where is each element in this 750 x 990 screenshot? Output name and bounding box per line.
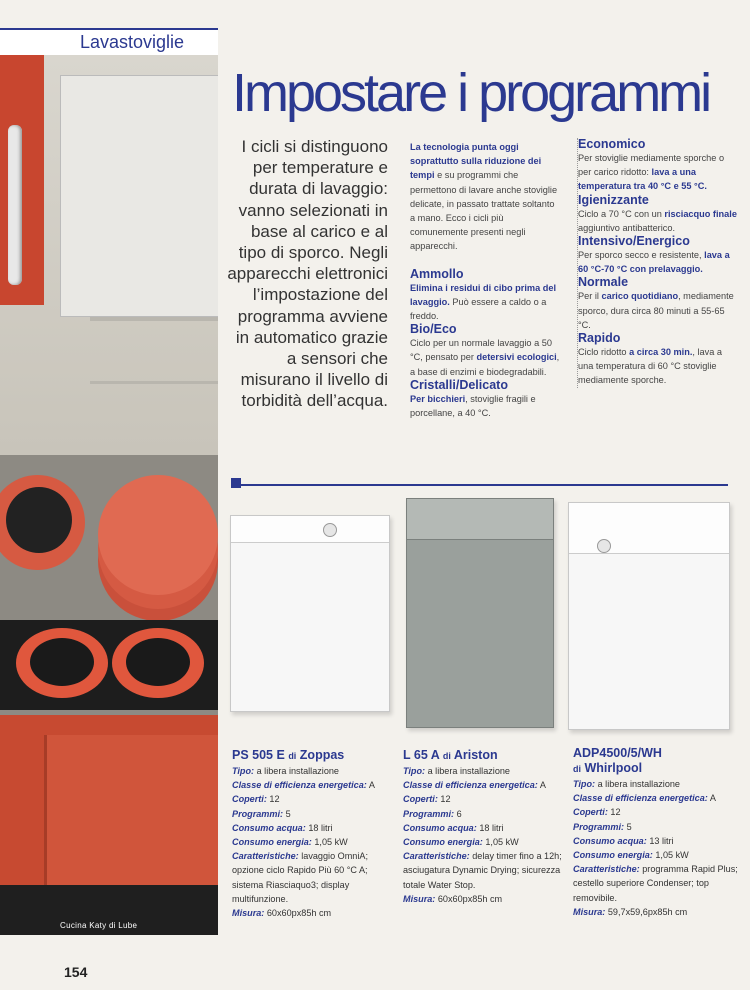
dishwasher-ariston-image — [406, 498, 554, 728]
section-label: Lavastoviglie — [80, 32, 185, 52]
cabinet-handle — [8, 125, 22, 285]
page-number: 154 — [64, 964, 88, 980]
intro-text: I cicli si distinguono per temperature e durata di lavaggio: vanno selezionati in base al carico e al tipo di sporco. Negli apparecchi elettronici l’impostazione del programma avviene in automatico grazie a sensori che misurano il livello di torbidità dell’acqua. — [227, 137, 388, 411]
divider — [238, 484, 728, 486]
program-title: Ammollo — [410, 266, 464, 281]
program-title: Bio/Eco — [410, 322, 457, 337]
divider-marker — [231, 478, 241, 488]
program-title: Intensivo/Energico — [578, 234, 690, 249]
dish-rack — [90, 317, 218, 384]
bowl-pattern — [30, 638, 94, 686]
red-cabinet — [0, 55, 44, 305]
plate-stack — [98, 475, 218, 595]
glass-shelf — [60, 75, 218, 317]
page-title: Impostare i programmi — [232, 63, 710, 123]
product-whirlpool: ADP4500/5/WH di Whirlpool Tipo: a libera installazione Classe di efficienza energetica: A Coperti: 12 Programmi: 5 Consumo acqua: 13 litri Consumo energia: 1,05 kW Caratteristiche: programma Rapid Plus; cestello superiore Condenser; top removibile. Misura: 59,7x59,6px85h cm — [573, 746, 738, 917]
plate-pattern — [6, 487, 72, 553]
knob-icon — [323, 523, 337, 537]
program-title: Economico — [578, 137, 646, 151]
program-desc: Elimina i residui di cibo prima del lavaggio. Può essere a caldo o a freddo. — [410, 282, 557, 322]
program-desc: Ciclo ridotto a circa 30 min., lava a una temperatura di 60 °C stoviglie mediamente sporche. — [578, 347, 723, 386]
kitchen-photo — [0, 55, 218, 935]
photo-caption: Cucina Katy di Lube — [60, 921, 138, 930]
product-ariston: L 65 A di Ariston Tipo: a libera installazione Classe di efficienza energetica: A Coperti: 12 Programmi: 6 Consumo acqua: 18 litri Consumo energia: 1,05 kW Caratteristiche: delay timer fino a 12h; asciugatura Dynamic Drying; sicurezza totale Water Stop. Misura: 60x60px85h cm — [403, 748, 562, 904]
dishwasher-zoppas-image — [230, 515, 390, 712]
lead-paragraph: La tecnologia punta oggi soprattutto sulla riduzione dei tempi e su programmi che permettono di lavare anche stoviglie delicate, in passato trattate soltanto a mano. Ecco i cicli più comunemente presenti negli apparecchi. — [410, 142, 558, 252]
program-desc: Ciclo a 70 °C con un risciacquo finale aggiuntivo antibatterico. — [578, 208, 737, 233]
program-desc: Ciclo per un normale lavaggio a 50 °C, pensato per detersivi ecologici, a base di enzimi e biodegradabili. — [410, 338, 560, 377]
program-desc: Per stoviglie mediamente sporche o per carico ridotto: lava a una temperatura tra 40 °C e 55 °C. — [578, 153, 725, 192]
program-desc: Per il carico quotidiano, mediamente sporco, dura circa 80 minuti a 55-65 °C. — [578, 291, 734, 330]
programs-column-2 — [577, 138, 738, 388]
program-title: Normale — [578, 275, 629, 290]
section-tab — [0, 28, 218, 58]
program-desc: Per bicchieri, stoviglie fragili e porcellane, a 40 °C. — [410, 393, 536, 419]
knob-icon — [597, 539, 611, 553]
product-zoppas: PS 505 E di Zoppas Tipo: a libera installazione Classe di efficienza energetica: A Coperti: 12 Programmi: 5 Consumo acqua: 18 litri Consumo energia: 1,05 kW Caratteristiche: lavaggio OmniA; opzione ciclo Rapido Più 60 °C A; sistema Riasciaquo3; display multifunzione. Misura: 60x60px85h cm — [232, 748, 375, 919]
program-title: Rapido — [578, 331, 621, 346]
bowl-pattern — [126, 638, 190, 686]
program-desc: Per sporco secco e resistente, lava a 60 °C-70 °C con prelavaggio. — [578, 250, 730, 275]
program-title: Cristalli/Delicato — [410, 377, 508, 392]
dishwasher-whirlpool-image — [568, 502, 730, 730]
program-title: Igienizzante — [578, 192, 649, 207]
programs-column-1 — [410, 140, 560, 420]
